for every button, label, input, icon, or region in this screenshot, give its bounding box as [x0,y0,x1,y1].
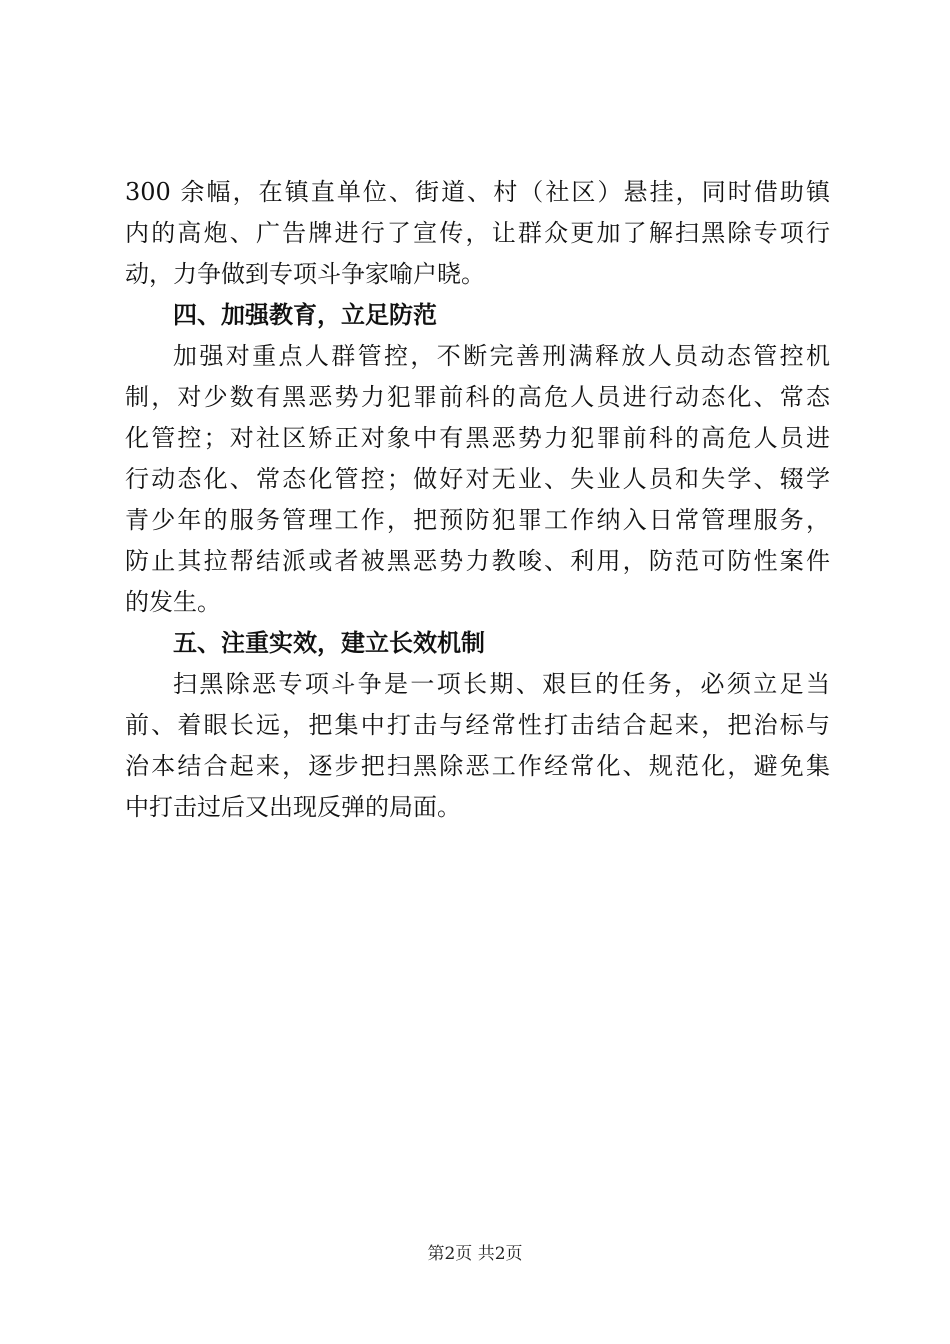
text-line: 防止其拉帮结派或者被黑恶势力教唆、利用，防范可防性案件 [125,547,830,575]
page-footer: 第2页 共2页 [427,1244,523,1264]
text-line: 治本结合起来，逐步把扫黑除恶工作经常化、规范化，避免集 [125,752,830,780]
section-four-paragraph [125,336,830,623]
text-line: 内的高炮、广告牌进行了宣传，让群众更加了解扫黑除专项行 [125,219,830,247]
text-line: 制，对少数有黑恶势力犯罪前科的高危人员进行动态化、常态 [125,383,830,411]
paragraph-continuation [125,172,830,295]
text-line: 扫黑除恶专项斗争是一项长期、艰巨的任务，必须立足当 [173,670,830,698]
document-body [125,172,830,828]
section-five-paragraph [125,664,830,828]
text-line: 的发生。 [125,588,221,616]
text-line: 行动态化、常态化管控；做好对无业、失业人员和失学、辍学 [125,465,830,493]
text-line: 中打击过后又出现反弹的局面。 [125,793,461,821]
text-line: 前、着眼长远，把集中打击与经常性打击结合起来，把治标与 [125,711,830,739]
text-line: 300 余幅，在镇直单位、街道、村（社区）悬挂，同时借助镇 [125,178,830,206]
text-line: 动，力争做到专项斗争家喻户晓。 [125,260,485,288]
text-line: 青少年的服务管理工作，把预防犯罪工作纳入日常管理服务， [125,506,830,534]
text-line: 加强对重点人群管控，不断完善刑满释放人员动态管控机 [173,342,830,370]
section-five-heading: 五、注重实效，建立长效机制 [173,629,485,657]
section-four-heading: 四、加强教育，立足防范 [173,301,437,329]
text-line: 化管控；对社区矫正对象中有黑恶势力犯罪前科的高危人员进 [125,424,830,452]
